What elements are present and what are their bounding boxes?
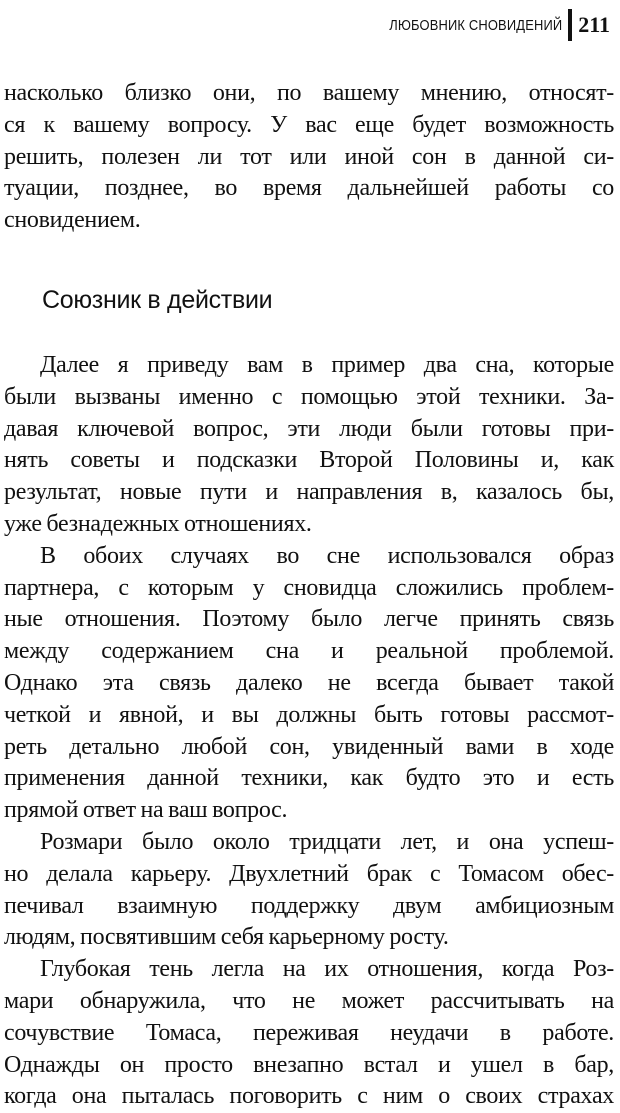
text-line: уже безнадежных отношениях. (4, 510, 312, 537)
text-line: сновидением. (4, 207, 141, 234)
text-line: ные отношения. Поэтому было легче принять связь (4, 606, 614, 633)
text-line: Глубокая тень легла на их отношения, когда Роз- (40, 956, 614, 983)
text-line: Далее я приведу вам в пример два сна, которые (40, 352, 614, 378)
text-line: Однажды он просто внезапно встал и ушел в бар, (4, 1051, 614, 1078)
text-line: печивал взаимную поддержку двум амбициозным (4, 892, 614, 919)
text-line: В обоих случаях во сне использовался образ (40, 542, 614, 569)
text-line: давая ключевой вопрос, эти люди были готовы при- (4, 415, 614, 442)
text-line: когда она пыталась поговорить с ним о своих страхах (4, 1083, 614, 1110)
text-line: реть детально любой сон, увиденный вами в ходе (4, 733, 614, 760)
text-line: Однако эта связь далеко не всегда бывает такой (4, 669, 614, 696)
text-line: сочувствие Томаса, переживая неудачи в работе. (4, 1019, 614, 1046)
text-line: Розмари было около тридцати лет, и она успеш- (40, 828, 614, 855)
text-line: прямой ответ на ваш вопрос. (4, 797, 288, 824)
text-line: но делала карьеру. Двухлетний брак с Томасом обес- (4, 860, 614, 887)
text-line: решить, полезен ли тот или иной сон в данной си- (4, 143, 614, 170)
text-line: партнера, с которым у сновидца сложились проблем- (4, 574, 614, 601)
body-text-top (4, 78, 614, 237)
section-heading: Союзник в действии (42, 286, 273, 314)
text-line: ся к вашему вопросу. У вас еще будет возможность (4, 111, 614, 138)
text-line: применения данной техники, как будто это и есть (4, 765, 614, 792)
page-number: 211 (578, 12, 610, 37)
text-line: туации, позднее, во время дальнейшей работы со (4, 175, 614, 202)
body-text-main (4, 350, 614, 1113)
header-divider (568, 9, 572, 41)
text-line: мари обнаружила, что не может рассчитывать на (4, 987, 614, 1014)
text-line: результат, новые пути и направления в, казалось бы, (4, 479, 614, 506)
text-line: между содержанием сна и реальной проблемой. (4, 638, 614, 665)
text-line: насколько близко они, по вашему мнению, относят- (4, 80, 614, 106)
text-line: четкой и явной, и вы должны быть готовы рассмот- (4, 701, 614, 728)
running-header (361, 8, 610, 42)
text-line: были вызваны именно с помощью этой техники. За- (4, 383, 614, 410)
text-line: людям, посвятившим себя карьерному росту. (4, 924, 449, 951)
text-line: нять советы и подсказки Второй Половины и, как (4, 447, 614, 474)
running-title: ЛЮБОВНИК СНОВИДЕНИЙ (389, 16, 563, 34)
